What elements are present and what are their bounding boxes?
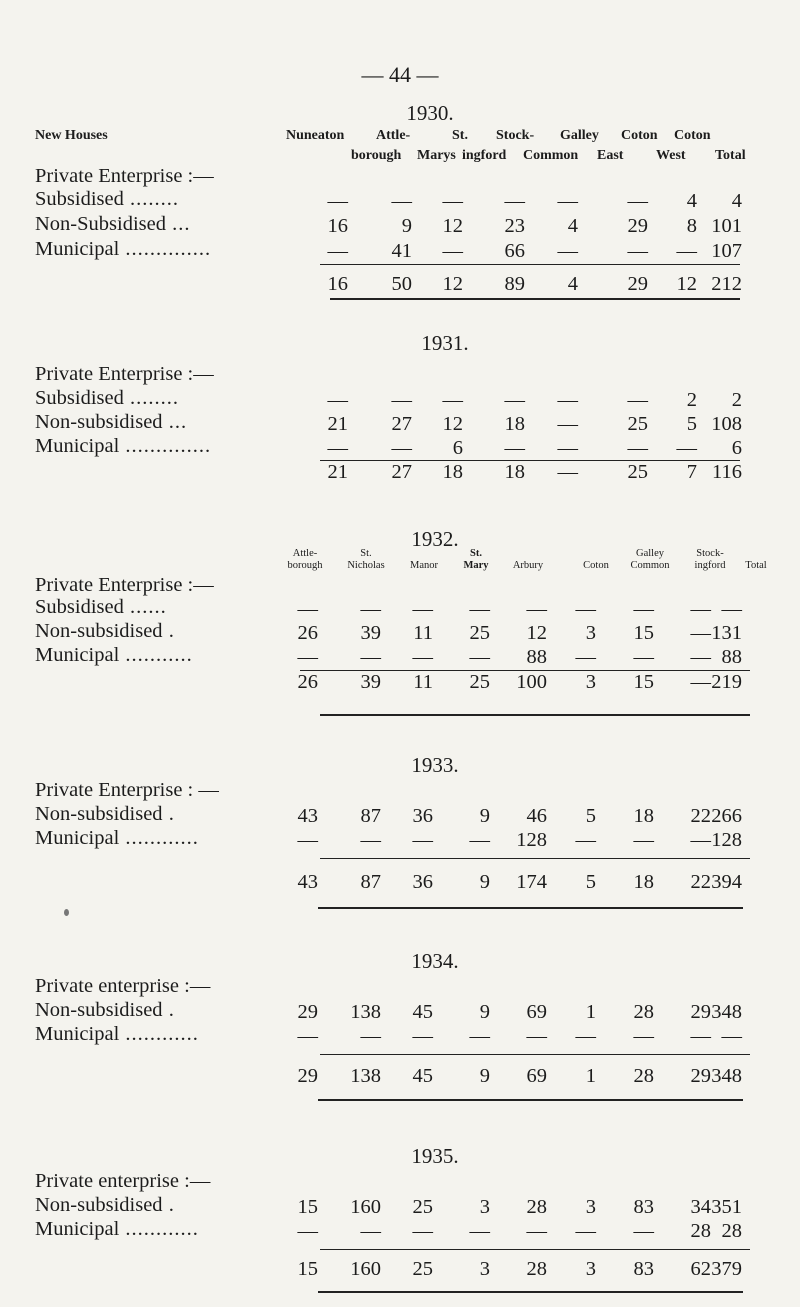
table-cell: — (557, 413, 578, 435)
table-cell: 15 (633, 671, 654, 693)
table-cell: 25 (627, 461, 648, 483)
table-cell: 83 (633, 1196, 654, 1218)
table-cell: 26 (297, 622, 318, 644)
table-cell: — (575, 1220, 596, 1242)
table-cell: — (504, 437, 525, 459)
table-cell: — (297, 829, 318, 851)
table-cell: 34 (690, 1196, 711, 1218)
table-cell: 138 (350, 1065, 381, 1087)
new-houses-header: New Houses (35, 128, 108, 143)
table-cell: — (627, 389, 648, 411)
table-cell: 11 (413, 622, 433, 644)
table-cell: 87 (360, 805, 381, 827)
col-header-coton: Coton (583, 560, 609, 571)
table-cell: — (412, 598, 433, 620)
table-row (0, 435, 800, 461)
table-row (0, 999, 800, 1025)
table-cell: — (360, 1025, 381, 1047)
group-label-1930: Private Enterprise :— (35, 165, 214, 187)
col-header-total: Total (745, 560, 767, 571)
table-cell: 88 (721, 646, 742, 668)
row-leader: ... (165, 213, 191, 235)
row-label: Municipal (35, 238, 120, 260)
table-cell: 12 (676, 273, 697, 295)
table-cell: — (526, 1220, 547, 1242)
table-cell: 4 (686, 190, 697, 212)
table-cell: — (360, 646, 381, 668)
table-cell: 2 (686, 389, 697, 411)
col-header-galley-common (620, 548, 680, 572)
hdr-line: Common (630, 560, 670, 571)
table-cell: 348 (711, 1065, 742, 1087)
table-cell: 88 (526, 646, 547, 668)
table-cell: 3 (479, 1258, 490, 1280)
col-header-stockingford-2: ingford (462, 148, 507, 163)
rule-1930-top (320, 264, 740, 265)
table-cell: 351 (711, 1196, 742, 1218)
table-cell: — (690, 671, 711, 693)
table-cell: 379 (711, 1258, 742, 1280)
page-number: — 44 — (361, 62, 439, 87)
table-cell: 29 (297, 1001, 318, 1023)
table-cell: 62 (690, 1258, 711, 1280)
hdr-line: Attle- (292, 548, 318, 559)
table-cell: 83 (633, 1258, 654, 1280)
table-cell: 25 (627, 413, 648, 435)
total-row (0, 869, 800, 895)
table-cell: — (391, 190, 412, 212)
table-cell: 128 (516, 829, 547, 851)
row-label: Subsidised (35, 596, 124, 618)
table-cell: 18 (633, 805, 654, 827)
table-cell: 29 (690, 1001, 711, 1023)
table-cell: 25 (469, 622, 490, 644)
table-cell: 21 (327, 413, 348, 435)
rule-1935-top (320, 1249, 750, 1250)
hdr-line: St. (360, 548, 372, 559)
table-cell: — (327, 190, 348, 212)
table-row (0, 1194, 800, 1220)
table-cell: — (690, 829, 711, 851)
hdr-line: Mary (463, 560, 489, 571)
table-cell: 21 (327, 461, 348, 483)
table-row (0, 213, 800, 239)
hdr-line: Galley (636, 548, 664, 559)
table-cell: 212 (711, 273, 742, 295)
table-row (0, 188, 800, 214)
col-header-coton-east: Coton (621, 128, 658, 143)
table-cell: 160 (350, 1196, 381, 1218)
table-cell: — (557, 190, 578, 212)
table-cell: 5 (686, 413, 697, 435)
row-label: Non-subsidised (35, 1194, 163, 1216)
table-cell: 87 (360, 871, 381, 893)
row-leader: ............ (119, 827, 199, 849)
row-label: Non-subsidised (35, 803, 163, 825)
table-row (0, 1218, 800, 1244)
table-cell: — (690, 1025, 711, 1047)
table-cell: — (504, 190, 525, 212)
table-cell: 1 (585, 1001, 596, 1023)
table-cell: 101 (711, 215, 742, 237)
year-1934: 1934. (411, 949, 459, 973)
table-cell: 138 (350, 1001, 381, 1023)
table-row (0, 238, 800, 264)
table-cell: — (469, 598, 490, 620)
table-cell: — (557, 389, 578, 411)
rule-1934-bottom (318, 1099, 743, 1101)
row-leader: . (162, 803, 175, 825)
year-1930: 1930. (406, 101, 454, 125)
rule-1935-bottom (318, 1291, 743, 1293)
table-cell: — (575, 1025, 596, 1047)
row-label: Municipal (35, 1218, 120, 1240)
table-cell: — (627, 190, 648, 212)
table-cell: 16 (327, 273, 348, 295)
table-cell: 23 (504, 215, 525, 237)
table-cell: — (412, 646, 433, 668)
row-leader: . (162, 1194, 175, 1216)
table-cell: — (442, 389, 463, 411)
row-leader: ............ (119, 1023, 199, 1045)
rule-1930-bottom (330, 298, 740, 300)
table-cell: — (360, 598, 381, 620)
table-cell: 41 (391, 240, 412, 262)
table-cell: 28 (721, 1220, 742, 1242)
table-cell: 394 (711, 871, 742, 893)
year-1933: 1933. (411, 753, 459, 777)
col-header-st-nicholas (336, 548, 396, 572)
col-header-st-marys: St. (452, 128, 468, 143)
group-label-1933: Private Enterprise : — (35, 779, 219, 801)
table-cell: 16 (327, 215, 348, 237)
group-label-1934: Private enterprise :— (35, 975, 211, 997)
table-cell: 46 (526, 805, 547, 827)
table-cell: 28 (633, 1001, 654, 1023)
decorative-mark (64, 909, 69, 916)
table-cell: — (469, 646, 490, 668)
table-cell: 69 (526, 1001, 547, 1023)
table-cell: — (391, 389, 412, 411)
table-cell: 160 (350, 1258, 381, 1280)
row-label: Municipal (35, 1023, 120, 1045)
table-cell: 107 (711, 240, 742, 262)
table-cell: — (469, 1025, 490, 1047)
col-header-coton-west-2: West (656, 148, 686, 163)
table-cell: 28 (526, 1196, 547, 1218)
table-cell: 43 (297, 871, 318, 893)
table-row (0, 411, 800, 437)
table-cell: — (633, 829, 654, 851)
table-cell: — (412, 1025, 433, 1047)
row-leader: ........ (123, 387, 179, 409)
table-cell: 25 (412, 1196, 433, 1218)
table-cell: 29 (627, 215, 648, 237)
row-label: Municipal (35, 435, 120, 457)
table-cell: 3 (585, 622, 596, 644)
row-label: Municipal (35, 827, 120, 849)
table-cell: 45 (412, 1065, 433, 1087)
table-cell: — (557, 437, 578, 459)
table-cell: — (526, 598, 547, 620)
row-label: Subsidised (35, 188, 124, 210)
table-cell: 3 (585, 1196, 596, 1218)
table-cell: — (575, 598, 596, 620)
col-header-manor: Manor (410, 560, 438, 571)
row-leader: ........... (119, 644, 193, 666)
table-cell: 5 (585, 805, 596, 827)
table-cell: — (557, 461, 578, 483)
table-cell: 116 (712, 461, 742, 483)
table-cell: 18 (504, 413, 525, 435)
group-label-1931: Private Enterprise :— (35, 363, 214, 385)
table-cell: 22 (690, 805, 711, 827)
table-cell: — (690, 622, 711, 644)
table-cell: 2 (731, 389, 742, 411)
table-cell: 43 (297, 805, 318, 827)
table-cell: — (412, 829, 433, 851)
table-cell: — (627, 437, 648, 459)
table-cell: 1 (585, 1065, 596, 1087)
table-cell: — (297, 646, 318, 668)
total-row (0, 271, 800, 297)
rule-1932-bottom (320, 714, 750, 716)
table-cell: 8 (686, 215, 697, 237)
table-cell: 28 (633, 1065, 654, 1087)
row-leader: ............ (119, 1218, 199, 1240)
table-cell: 89 (504, 273, 525, 295)
table-cell: — (327, 389, 348, 411)
table-row (0, 596, 800, 622)
table-cell: — (633, 598, 654, 620)
table-cell: — (469, 1220, 490, 1242)
table-cell: — (721, 1025, 742, 1047)
table-row (0, 1023, 800, 1049)
table-cell: 29 (690, 1065, 711, 1087)
table-cell: 69 (526, 1065, 547, 1087)
row-label: Non-subsidised (35, 999, 163, 1021)
table-cell: 36 (412, 805, 433, 827)
table-cell: — (557, 240, 578, 262)
col-header-attleborough (376, 128, 410, 144)
total-row (0, 1063, 800, 1089)
table-cell: 18 (633, 871, 654, 893)
table-cell: 45 (412, 1001, 433, 1023)
table-cell: — (575, 829, 596, 851)
table-row (0, 620, 800, 646)
year-1935: 1935. (411, 1144, 459, 1168)
table-cell: 12 (526, 622, 547, 644)
total-row (0, 669, 800, 695)
group-label-1935: Private enterprise :— (35, 1170, 211, 1192)
hdr-line: St. (470, 548, 482, 559)
col-header-total: Total (715, 148, 746, 163)
row-label: Non-Subsidised (35, 213, 166, 235)
row-leader: ........ (123, 188, 179, 210)
table-row (0, 803, 800, 829)
table-cell: 15 (633, 622, 654, 644)
rule-1934-top (320, 1054, 750, 1055)
col-header-arbury: Arbury (512, 560, 544, 571)
table-cell: 9 (479, 1065, 490, 1087)
group-label-1932: Private Enterprise :— (35, 574, 214, 596)
table-cell: 15 (297, 1258, 318, 1280)
table-cell: — (297, 598, 318, 620)
row-leader: ...... (123, 596, 167, 618)
col-header-coton-west: Coton (674, 128, 711, 143)
table-cell: 266 (711, 805, 742, 827)
table-cell: 26 (297, 671, 318, 693)
col-header-galley-common: Galley (560, 128, 599, 143)
table-cell: — (526, 1025, 547, 1047)
table-cell: 12 (442, 273, 463, 295)
table-cell: — (504, 389, 525, 411)
table-cell: — (676, 437, 697, 459)
table-cell: — (391, 437, 412, 459)
hdr-line: borough (287, 560, 323, 571)
col-header-nuneaton: Nuneaton (286, 128, 345, 143)
table-cell: 39 (360, 671, 381, 693)
table-cell: 28 (690, 1220, 711, 1242)
table-cell: 29 (297, 1065, 318, 1087)
table-cell: 7 (686, 461, 697, 483)
col-header-attleborough-1: Attle- (376, 128, 411, 143)
table-cell: — (633, 1025, 654, 1047)
table-cell: 6 (452, 437, 463, 459)
rule-1933-bottom (318, 907, 743, 909)
table-cell: 5 (585, 871, 596, 893)
table-cell: — (721, 598, 742, 620)
table-cell: — (442, 240, 463, 262)
table-cell: — (412, 1220, 433, 1242)
table-cell: 27 (391, 461, 412, 483)
total-row (0, 459, 800, 485)
table-cell: 22 (690, 871, 711, 893)
rule-1933-top (320, 858, 750, 859)
table-cell: 15 (297, 1196, 318, 1218)
year-1932: 1932. (411, 527, 459, 551)
table-cell: 9 (479, 1001, 490, 1023)
table-cell: 11 (413, 671, 433, 693)
row-leader: .............. (119, 238, 212, 260)
table-cell: — (633, 646, 654, 668)
table-cell: — (327, 437, 348, 459)
table-cell: — (360, 829, 381, 851)
table-cell: 4 (731, 190, 742, 212)
row-leader: . (162, 620, 175, 642)
table-cell: 9 (479, 871, 490, 893)
table-cell: — (690, 598, 711, 620)
table-cell: — (633, 1220, 654, 1242)
row-label: Subsidised (35, 387, 124, 409)
table-cell: 50 (391, 273, 412, 295)
table-cell: — (442, 190, 463, 212)
table-cell: — (327, 240, 348, 262)
table-cell: 3 (585, 671, 596, 693)
table-cell: 3 (479, 1196, 490, 1218)
row-leader: .............. (119, 435, 212, 457)
table-cell: — (575, 646, 596, 668)
table-cell: 128 (711, 829, 742, 851)
col-header-coton-east-2: East (597, 148, 624, 163)
table-cell: 219 (711, 671, 742, 693)
table-cell: 9 (401, 215, 412, 237)
hdr-line: Stock- (696, 548, 724, 559)
table-cell: 18 (442, 461, 463, 483)
table-cell: 348 (711, 1001, 742, 1023)
table-cell: 66 (504, 240, 525, 262)
table-cell: 4 (567, 273, 578, 295)
table-row (0, 644, 800, 670)
table-cell: 27 (391, 413, 412, 435)
table-cell: 25 (469, 671, 490, 693)
table-cell: — (690, 646, 711, 668)
row-leader: ... (162, 411, 188, 433)
hdr-line: ingford (694, 560, 726, 571)
col-header-st-marys-2: Marys (417, 148, 456, 163)
table-cell: 36 (412, 871, 433, 893)
table-cell: 29 (627, 273, 648, 295)
table-cell: 131 (711, 622, 742, 644)
table-cell: 100 (516, 671, 547, 693)
table-cell: 6 (731, 437, 742, 459)
table-cell: 12 (442, 215, 463, 237)
col-header-stockingford: Stock- (496, 128, 535, 143)
table-cell: 4 (567, 215, 578, 237)
table-cell: — (297, 1025, 318, 1047)
table-cell: 28 (526, 1258, 547, 1280)
hdr-line: Nicholas (347, 560, 385, 571)
row-label: Non-subsidised (35, 620, 163, 642)
col-header-attleborough-2: borough (351, 148, 402, 163)
table-cell: — (360, 1220, 381, 1242)
table-row (0, 387, 800, 413)
row-label: Municipal (35, 644, 120, 666)
table-cell: 174 (516, 871, 547, 893)
row-label: Non-subsidised (35, 411, 163, 433)
col-header-st-mary (446, 548, 506, 572)
row-leader: . (162, 999, 175, 1021)
col-header-attleborough (275, 548, 335, 572)
year-1931: 1931. (421, 331, 469, 355)
total-row (0, 1256, 800, 1282)
table-cell: — (676, 240, 697, 262)
table-cell: 9 (479, 805, 490, 827)
table-cell: — (469, 829, 490, 851)
table-row (0, 827, 800, 853)
table-cell: 3 (585, 1258, 596, 1280)
table-cell: 25 (412, 1258, 433, 1280)
table-cell: — (297, 1220, 318, 1242)
table-cell: 18 (504, 461, 525, 483)
table-cell: — (627, 240, 648, 262)
table-cell: 12 (442, 413, 463, 435)
table-cell: 39 (360, 622, 381, 644)
col-header-galley-common-2: Common (523, 148, 579, 163)
table-cell: 108 (711, 413, 742, 435)
